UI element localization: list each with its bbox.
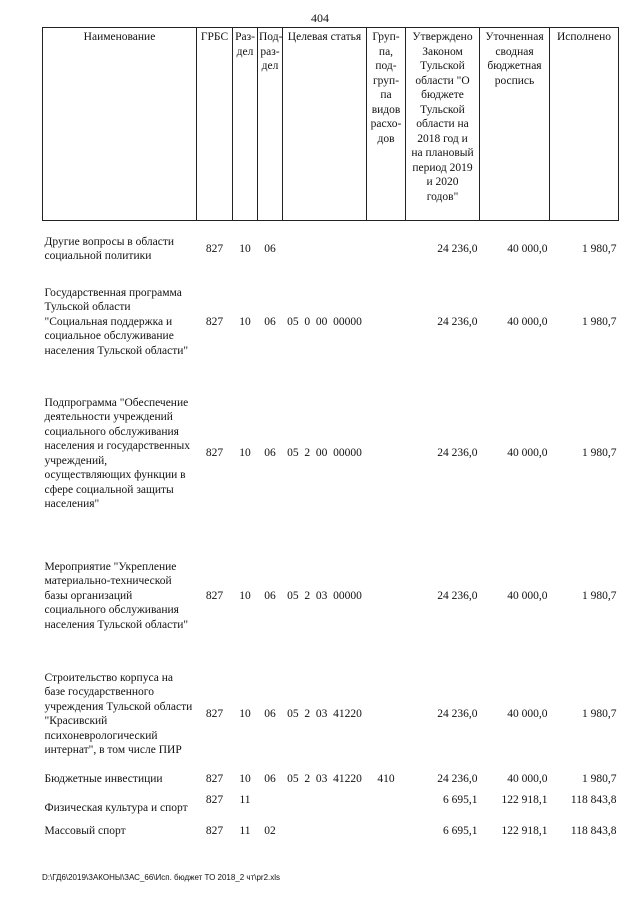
row-razdel: 10 <box>239 242 251 255</box>
row-name: Подпрограмма "Обеспечение деятельности учреждений социального обслуживания населения и государственных учреждений, осуществляющих функции в сфере социальной защиты населения" <box>44 396 190 510</box>
row-grbs: 827 <box>205 315 224 328</box>
row-name: Строительство корпуса на базе государственного учреждения Тульской области "Красивский психоневрологический интернат", в том числе ПИР <box>44 671 193 756</box>
table-row <box>43 793 619 823</box>
col-header-podrazdel: Под- раз- дел <box>258 28 283 221</box>
row-refined: 40 000,0 <box>507 447 548 460</box>
row-refined: 40 000,0 <box>507 772 548 785</box>
row-podrazdel <box>258 793 283 823</box>
file-path-footer: D:\ГД6\2019\ЗАКОНЫ\ЗАС_66\Исп. бюджет ТО 2018_2 чт\pr2.xls <box>42 873 281 882</box>
table-row <box>43 231 619 267</box>
row-grbs: 827 <box>205 589 224 602</box>
row-target: 05 2 03 41220 <box>287 707 362 720</box>
row-podrazdel: 06 <box>264 772 276 785</box>
row-target: 05 0 00 00000 <box>287 315 362 328</box>
col-header-name: Наименование <box>43 28 197 221</box>
page-number: 404 <box>311 11 329 25</box>
row-target <box>283 823 367 839</box>
row-name: Массовый спорт <box>44 824 126 837</box>
row-group <box>367 823 406 839</box>
row-podrazdel: 02 <box>264 824 276 837</box>
row-executed: 1 980,7 <box>582 242 617 255</box>
row-group <box>367 275 406 369</box>
row-group <box>367 231 406 267</box>
row-grbs: 827 <box>205 794 224 806</box>
row-group <box>367 391 406 516</box>
col-header-executed: Исполнено <box>550 28 619 221</box>
row-executed: 1 980,7 <box>582 589 617 602</box>
row-executed: 1 980,7 <box>582 315 617 328</box>
col-header-grbs: ГРБС <box>197 28 233 221</box>
col-header-refined: Уточненная сводная бюджетная роспись <box>480 28 550 221</box>
row-grbs: 827 <box>205 772 224 785</box>
row-executed: 118 843,8 <box>570 824 617 837</box>
row-approved: 24 236,0 <box>437 315 478 328</box>
row-approved: 24 236,0 <box>437 589 478 602</box>
row-executed: 1 980,7 <box>582 772 617 785</box>
row-target: 05 2 03 00000 <box>287 589 362 602</box>
table-row <box>43 667 619 761</box>
row-group <box>367 793 406 823</box>
row-grbs: 827 <box>205 447 224 460</box>
row-refined: 40 000,0 <box>507 242 548 255</box>
header-row <box>43 28 619 221</box>
row-refined: 40 000,0 <box>507 707 548 720</box>
row-name: Другие вопросы в области социальной политики <box>44 235 175 262</box>
table-row <box>43 391 619 516</box>
row-razdel: 10 <box>239 772 251 785</box>
row-razdel: 10 <box>239 589 251 602</box>
row-grbs: 827 <box>205 242 224 255</box>
col-header-target: Целевая статья <box>283 28 367 221</box>
row-approved: 6 695,1 <box>443 794 478 806</box>
row-podrazdel: 06 <box>264 707 276 720</box>
row-refined: 122 918,1 <box>501 794 548 806</box>
col-header-group: Груп- па, под- груп- па видов расхо- дов <box>367 28 406 221</box>
row-name: Мероприятие "Укрепление материально-технической базы организаций социального обслуживания населения Тульской области" <box>44 560 189 631</box>
table-row <box>43 769 619 789</box>
row-approved: 24 236,0 <box>437 707 478 720</box>
row-group <box>367 549 406 643</box>
row-executed: 1 980,7 <box>582 447 617 460</box>
row-razdel: 11 <box>239 824 251 837</box>
row-target: 05 2 00 00000 <box>287 447 362 460</box>
row-approved: 24 236,0 <box>437 242 478 255</box>
row-razdel: 10 <box>239 315 251 328</box>
row-razdel: 10 <box>239 447 251 460</box>
row-approved: 24 236,0 <box>437 772 478 785</box>
table-row <box>43 549 619 643</box>
row-approved: 6 695,1 <box>443 824 478 837</box>
row-executed: 1 980,7 <box>582 707 617 720</box>
row-refined: 40 000,0 <box>507 589 548 602</box>
row-razdel: 11 <box>239 794 251 806</box>
row-executed: 118 843,8 <box>570 794 617 806</box>
row-name: Государственная программа Тульской области "Социальная поддержка и социальное обслуживание населения Тульской области" <box>44 286 189 357</box>
table-row <box>43 275 619 369</box>
col-header-approved: Утверждено Законом Тульской области "О бюджете Тульской области на 2018 год и на плановый период 2019 и 2020 годов" <box>406 28 480 221</box>
row-target <box>283 793 367 823</box>
row-podrazdel: 06 <box>264 242 276 255</box>
row-target: 05 2 03 41220 <box>287 772 362 785</box>
row-podrazdel: 06 <box>264 315 276 328</box>
row-approved: 24 236,0 <box>437 447 478 460</box>
row-podrazdel: 06 <box>264 447 276 460</box>
table-row <box>43 823 619 839</box>
row-grbs: 827 <box>205 707 224 720</box>
budget-table <box>42 27 619 839</box>
row-razdel: 10 <box>239 707 251 720</box>
row-group: 410 <box>377 772 395 785</box>
row-grbs: 827 <box>205 824 224 837</box>
row-podrazdel: 06 <box>264 589 276 602</box>
row-refined: 122 918,1 <box>501 824 548 837</box>
row-refined: 40 000,0 <box>507 315 548 328</box>
row-group <box>367 667 406 761</box>
row-name: Бюджетные инвестиции <box>44 772 163 785</box>
col-header-razdel: Раз- дел <box>233 28 258 221</box>
row-name: Физическая культура и спорт <box>44 801 188 814</box>
row-target <box>283 231 367 267</box>
